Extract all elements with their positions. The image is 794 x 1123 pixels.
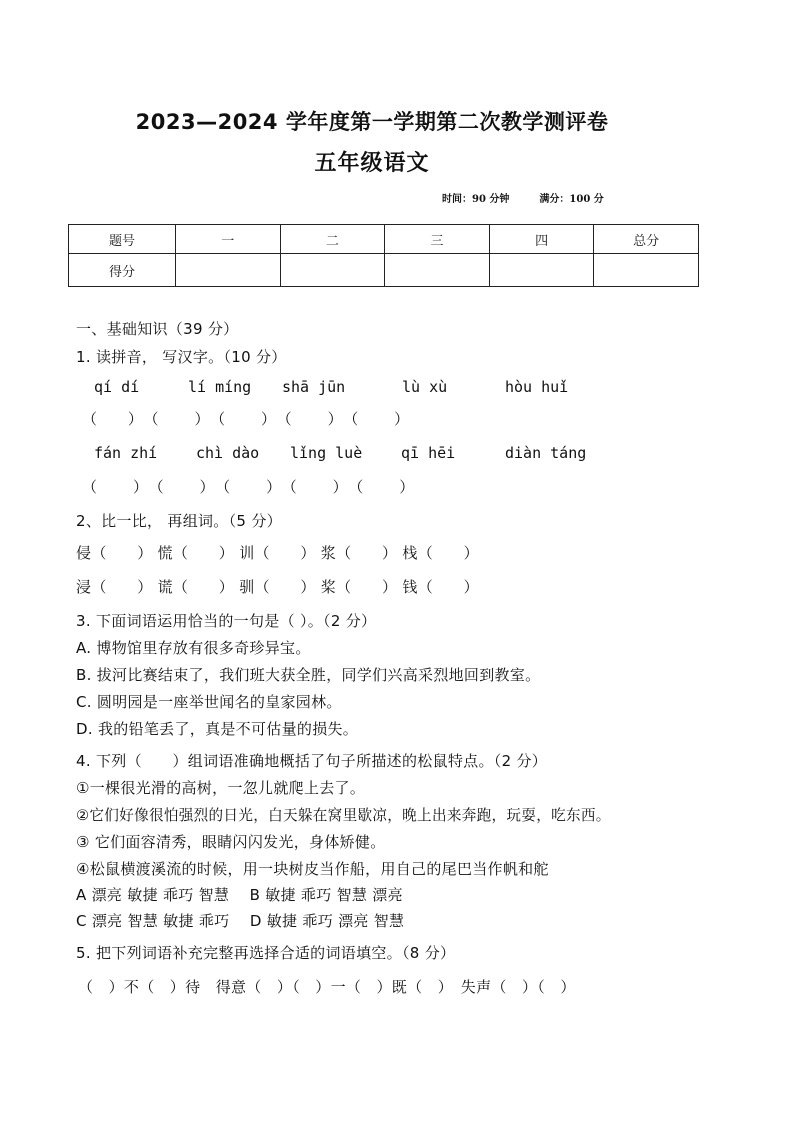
score-cell[interactable] [489, 254, 594, 287]
compare-char: 慌 [157, 544, 173, 562]
exam-subtitle: 五年级语文 [314, 151, 430, 176]
score-cell[interactable] [594, 254, 699, 287]
exam-time: 时间：90 分钟 [442, 194, 510, 205]
compare-char: 浸 [76, 578, 92, 596]
sentence-item: ③ 它们面容清秀，眼睛闪闪发光，身体矫健。 [76, 833, 386, 851]
score-table-score-row [69, 254, 699, 287]
score-header-cell: 四 [489, 225, 594, 254]
score-cell[interactable] [176, 254, 281, 287]
exam-title: 2023—2024 学年度第一学期第二次教学测评卷 [135, 110, 609, 134]
score-header-cell: 总分 [594, 225, 699, 254]
score-table [68, 224, 699, 287]
compare-char: 驯 [239, 578, 255, 596]
pinyin-item: fán zhí [94, 444, 158, 462]
choice-row: C 漂亮 智慧 敏捷 乖巧 D 敏捷 乖巧 漂亮 智慧 [76, 912, 405, 930]
sentence-item: ④松鼠横渡溪流的时候，用一块树皮当作船，用自己的尾巴当作帆和舵 [76, 860, 549, 878]
question-1-title: 1. 读拼音， 写汉字。（10 分） [76, 348, 287, 366]
option-b: B. 拔河比赛结束了，我们班大获全胜，同学们兴高采烈地回到教室。 [76, 666, 541, 684]
question-5-title: 5. 把下列词语补充完整再选择合适的词语填空。（8 分） [76, 944, 456, 962]
pinyin-item: lí míng [188, 378, 252, 396]
answer-blank-row[interactable]: （ ） （ ） （ ） （ ） （ ） [82, 478, 415, 496]
pinyin-item: lù xù [402, 378, 448, 396]
pinyin-item: shā jūn [282, 378, 346, 396]
compare-row: 侵（ ） 慌（ ） 训（ ） 浆（ ） 栈（ ） [76, 544, 479, 562]
sentence-item: ①一棵很光滑的高树，一忽儿就爬上去了。 [76, 779, 366, 797]
pinyin-item: diàn táng [505, 444, 587, 462]
pinyin-item: qí dí [94, 378, 140, 396]
exam-meta [442, 190, 634, 205]
section-title: 一、基础知识（39 分） [76, 320, 239, 338]
pinyin-item: chì dào [196, 444, 260, 462]
option-d: D. 我的铅笔丢了，真是不可估量的损失。 [76, 720, 359, 738]
sentence-item: ②它们好像很怕强烈的日光，白天躲在窝里歇凉，晚上出来奔跑，玩耍，吃东西。 [76, 807, 611, 824]
option-a: A. 博物馆里存放有很多奇珍异宝。 [76, 639, 311, 657]
choice-row: A 漂亮 敏捷 乖巧 智慧 B 敏捷 乖巧 智慧 漂亮 [76, 886, 403, 904]
answer-blank-row[interactable]: （ ） （ ） （ ） （ ） （ ） [82, 410, 410, 428]
score-row-label: 得分 [69, 254, 176, 287]
option-c: C. 圆明园是一座举世闻名的皇家园林。 [76, 693, 342, 711]
score-header-cell: 三 [385, 225, 490, 254]
pinyin-item: qī hēi [401, 444, 456, 462]
compare-row: 浸（ ） 谎（ ） 驯（ ） 桨（ ） 钱（ ） [76, 578, 479, 596]
score-header-cell: 二 [280, 225, 385, 254]
compare-char: 桨 [320, 578, 337, 596]
score-cell[interactable] [280, 254, 385, 287]
question-3-title: 3. 下面词语运用恰当的一句是（ ）。（2 分） [76, 612, 377, 630]
compare-char: 钱 [402, 578, 418, 596]
compare-char: 谎 [157, 578, 173, 596]
compare-char: 栈 [402, 544, 418, 562]
compare-char: 浆 [320, 544, 337, 562]
score-header-cell: 一 [176, 225, 281, 254]
idiom-blanks[interactable]: （ ）不（ ）待 得意（ ）（ ）一（ ）既（ ） 失声（ ）（ ） [78, 978, 576, 996]
pinyin-item: hòu huǐ [505, 378, 569, 396]
exam-full-score: 满分：100 分 [539, 194, 604, 205]
compare-char: 训 [239, 544, 255, 562]
score-cell[interactable] [385, 254, 490, 287]
pinyin-item: lǐng luè [290, 444, 363, 462]
question-2-title: 2、比一比， 再组词。（5 分） [76, 512, 282, 530]
score-header-cell: 题号 [69, 225, 176, 254]
question-4-title: 4. 下列（ ）组词语准确地概括了句子所描述的松鼠特点。（2 分） [76, 752, 548, 770]
score-table-header-row [69, 225, 699, 254]
compare-char: 侵 [76, 544, 92, 562]
